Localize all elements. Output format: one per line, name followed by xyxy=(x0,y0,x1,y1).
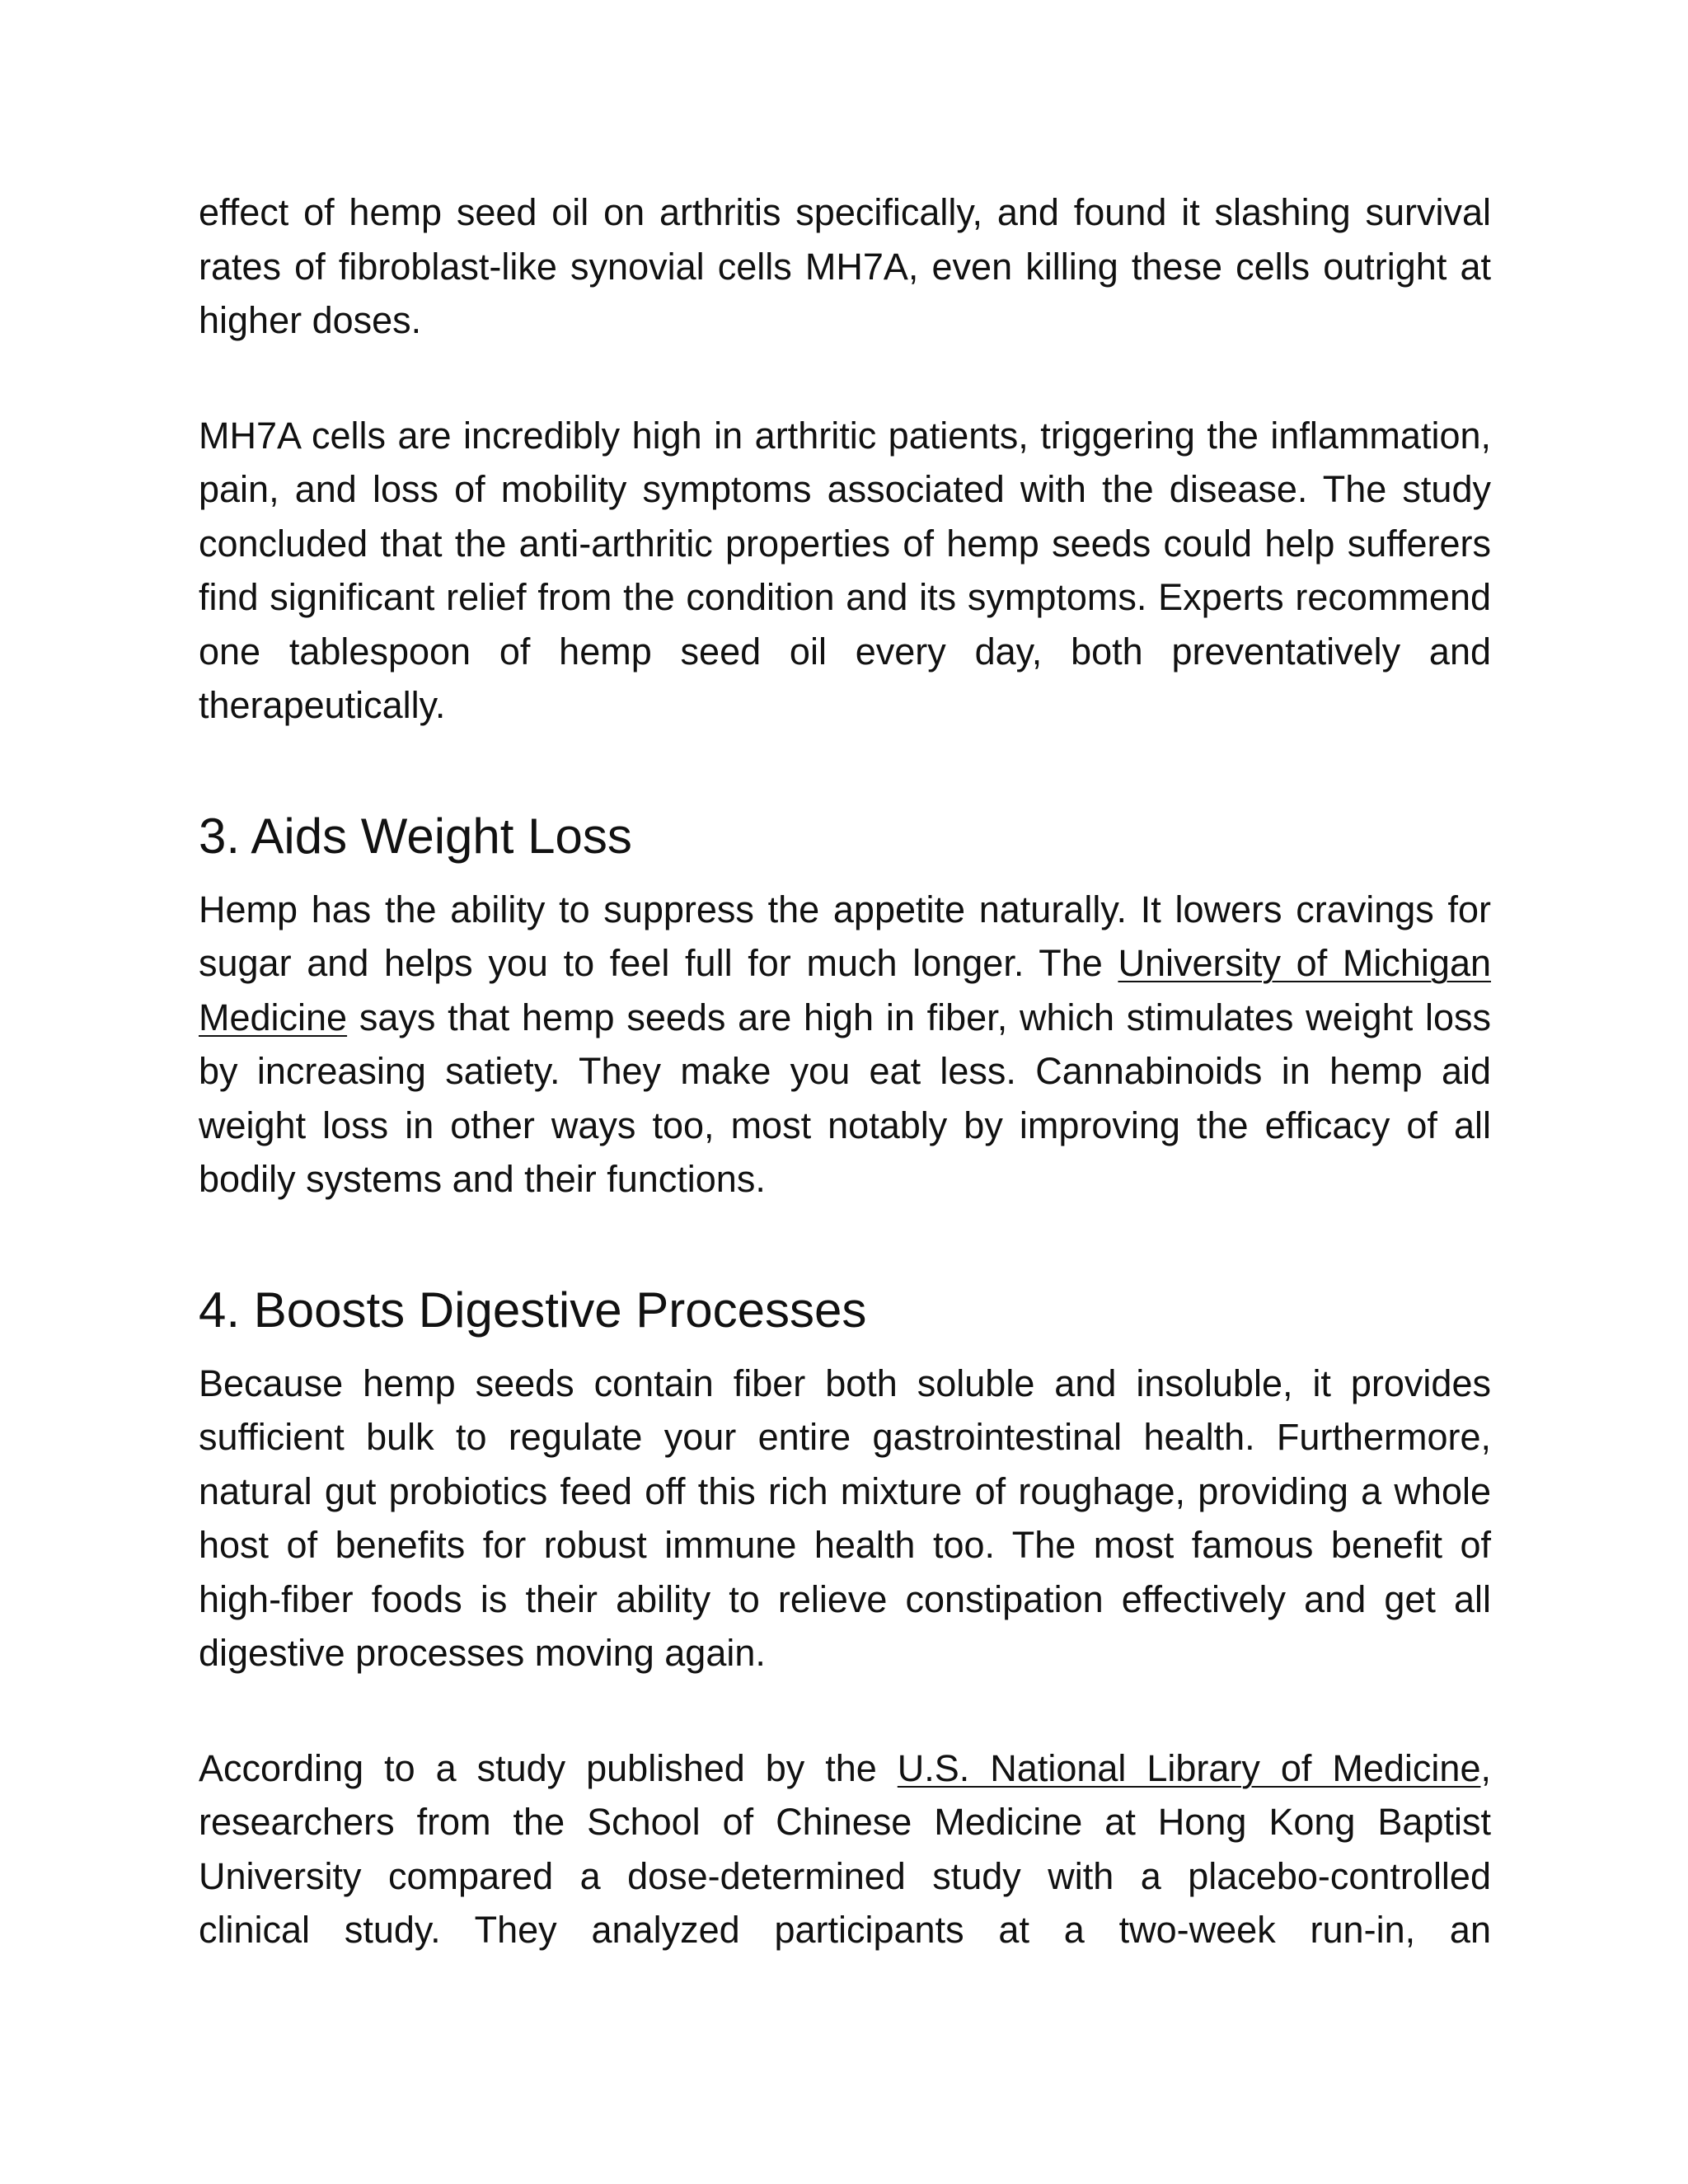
paragraph-spacer xyxy=(199,1680,1491,1741)
paragraph-weight-loss xyxy=(199,883,1491,1207)
paragraph-hemp-fiber: Because hemp seeds contain fiber both soluble and insoluble, it provides sufficient bulk to regulate your entire gastrointestinal health. Furthermore, natural gut probiotics feed off this rich mixture of roughage, providing a whole host of benefits for robust immune health too. The most famous benefit of high-fiber foods is their ability to relieve constipation effectively and get all digestive processes moving again. xyxy=(199,1361,1491,1674)
paragraph-arthritis-effect: effect of hemp seed oil on arthritis specifically, and found it slashing survival rates of fibroblast-like synovial cells MH7A, even killing these cells outright at higher doses. xyxy=(199,191,1491,341)
weight-loss-text-start: Hemp has the ability to suppress the appetite naturally. It lowers cravings for sugar and helps you to feel full for much longer. The xyxy=(199,888,1491,984)
paragraph-nlm-study xyxy=(199,1741,1491,1957)
link-us-national-library-of-medicine[interactable]: U.S. National Library of Medicine xyxy=(897,1746,1481,1789)
nlm-study-text-start: According to a study published by the xyxy=(199,1746,898,1789)
heading-aids-weight-loss: 3. Aids Weight Loss xyxy=(199,808,632,864)
section-spacer xyxy=(199,1207,1491,1277)
heading-spacer xyxy=(199,1343,1491,1357)
paragraph-spacer xyxy=(199,348,1491,409)
document-page xyxy=(199,185,1491,1957)
paragraph-mh7a-cells: MH7A cells are incredibly high in arthritic patients, triggering the inflammation, pain, and loss of mobility symptoms associated with the disease. The study concluded that the anti-arthritic properties of hemp seeds could help sufferers find significant relief from the condition and its symptoms. Experts recommend one tablespoon of hemp seed oil every day, both preventatively and therapeutically. xyxy=(199,414,1491,726)
heading-spacer xyxy=(199,869,1491,883)
link-university-of-michigan-medicine[interactable]: University of Michigan Medicine xyxy=(199,942,1491,1038)
nlm-study-text-end: , researchers from the School of Chinese Medicine at Hong Kong Baptist University compared a dose-determined study with a placebo-controlled clinical study. They analyzed participants at a two-week run-in, an xyxy=(199,1746,1491,1951)
heading-boosts-digestive-processes: 4. Boosts Digestive Processes xyxy=(199,1282,867,1338)
section-spacer xyxy=(199,733,1491,804)
weight-loss-text-end: says that hemp seeds are high in fiber, which stimulates weight loss by increasing satiety. They make you eat less. Cannabinoids in hemp aid weight loss in other ways too, most notably by improving the efficacy of all bodily systems and their functions. xyxy=(199,996,1491,1200)
